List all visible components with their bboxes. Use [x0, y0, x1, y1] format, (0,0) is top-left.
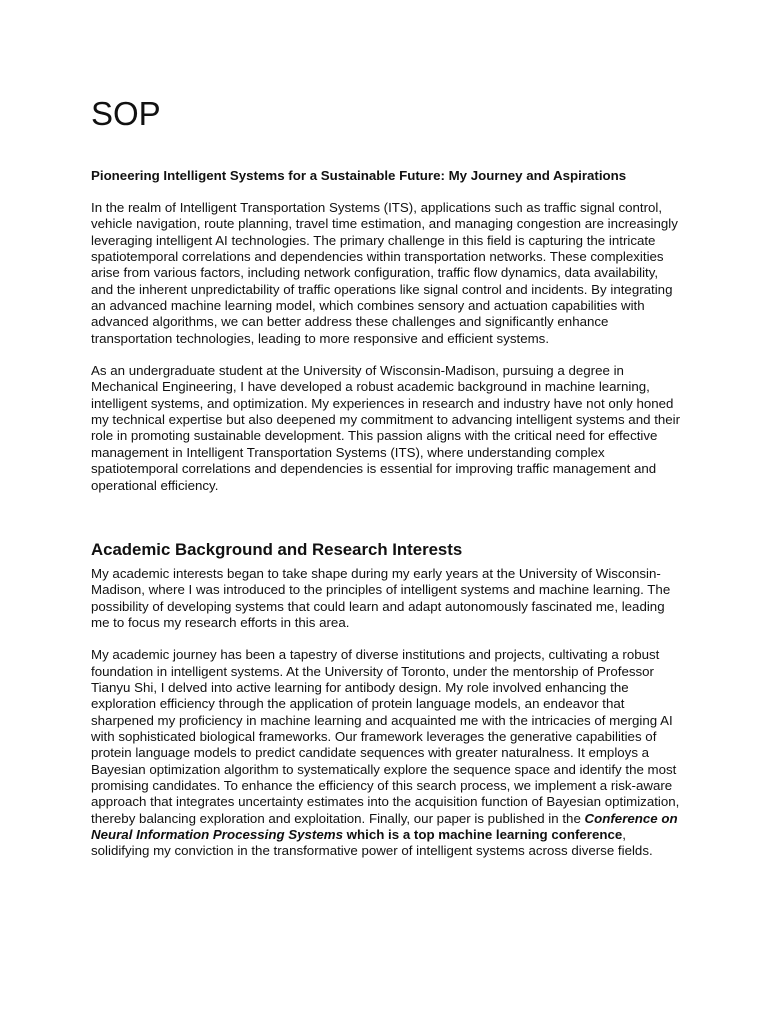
document-title: SOP — [91, 95, 161, 132]
conference-note: which is a top machine learning conference — [342, 827, 623, 842]
paragraph-academic-journey-ending: , solidifying my conviction in the transformative power of intelligent systems across diverse fields. — [91, 827, 653, 859]
paragraph-academic-journey — [91, 647, 681, 859]
document-subtitle: Pioneering Intelligent Systems for a Sustainable Future: My Journey and Aspirations — [91, 168, 627, 183]
paragraph-academic-journey-text: My academic journey has been a tapestry of diverse institutions and projects, cultivating a robust foundation in intelligent systems. At the University of Toronto, under the mentorship of Professor Tianyu Shi, I delved into active learning for antibody design. My role involved enhancing the exploration efficiency through the application of protein language models, an endeavor that sharpened my proficiency in machine learning and acquainted me with the intricacies of merging AI with sophisticated biological frameworks. Our framework leverages the generative capabilities of protein language models to predict candidate sequences with greater naturalness. It employs a Bayesian optimization algorithm to systematically explore the sequence space and identify the most promising candidates. To enhance the efficiency of this search process, we implement a risk-aware approach that integrates uncertainty estimates into the acquisition function of Bayesian optimization, thereby balancing exploration and exploitation. Finally, our paper is published in the — [91, 647, 680, 826]
document-page — [91, 96, 681, 860]
paragraph-undergraduate: As an undergraduate student at the University of Wisconsin-Madison, pursuing a degree in Mechanical Engineering, I have developed a robust academic background in machine learning, intelligent systems, and optimization. My experiences in research and industry have not only honed my technical expertise but also deepened my commitment to advancing intelligent systems and their role in promoting sustainable development. This passion aligns with the critical need for effective management in Intelligent Transportation Systems (ITS), where understanding complex spatiotemporal correlations and dependencies is essential for improving traffic management and operational efficiency. — [91, 363, 681, 493]
section-heading-academic-background: Academic Background and Research Interests — [91, 539, 463, 559]
paragraph-academic-interests: My academic interests began to take shape during my early years at the University of Wisconsin-Madison, where I was introduced to the principles of intelligent systems and machine learning. The possibility of developing systems that could learn and adapt autonomously fascinated me, leading me to focus my research efforts in this area. — [91, 565, 671, 630]
conference-name: Conference on Neural Information Processing Systems — [91, 810, 678, 842]
paragraph-its-intro: In the realm of Intelligent Transportation Systems (ITS), applications such as traffic signal control, vehicle navigation, route planning, travel time estimation, and managing congestion are increasingly leveraging intelligent AI technologies. The primary challenge in this field is capturing the intricate spatiotemporal correlations and dependencies within transportation networks. These complexities arise from various factors, including network configuration, traffic flow dynamics, data availability, and the inherent unpredictability of traffic operations like signal control and incidents. By integrating an advanced machine learning model, which combines sensory and actuation capabilities with advanced algorithms, we can better address these challenges and significantly enhance transportation technologies, leading to more responsive and efficient systems. — [91, 200, 678, 346]
